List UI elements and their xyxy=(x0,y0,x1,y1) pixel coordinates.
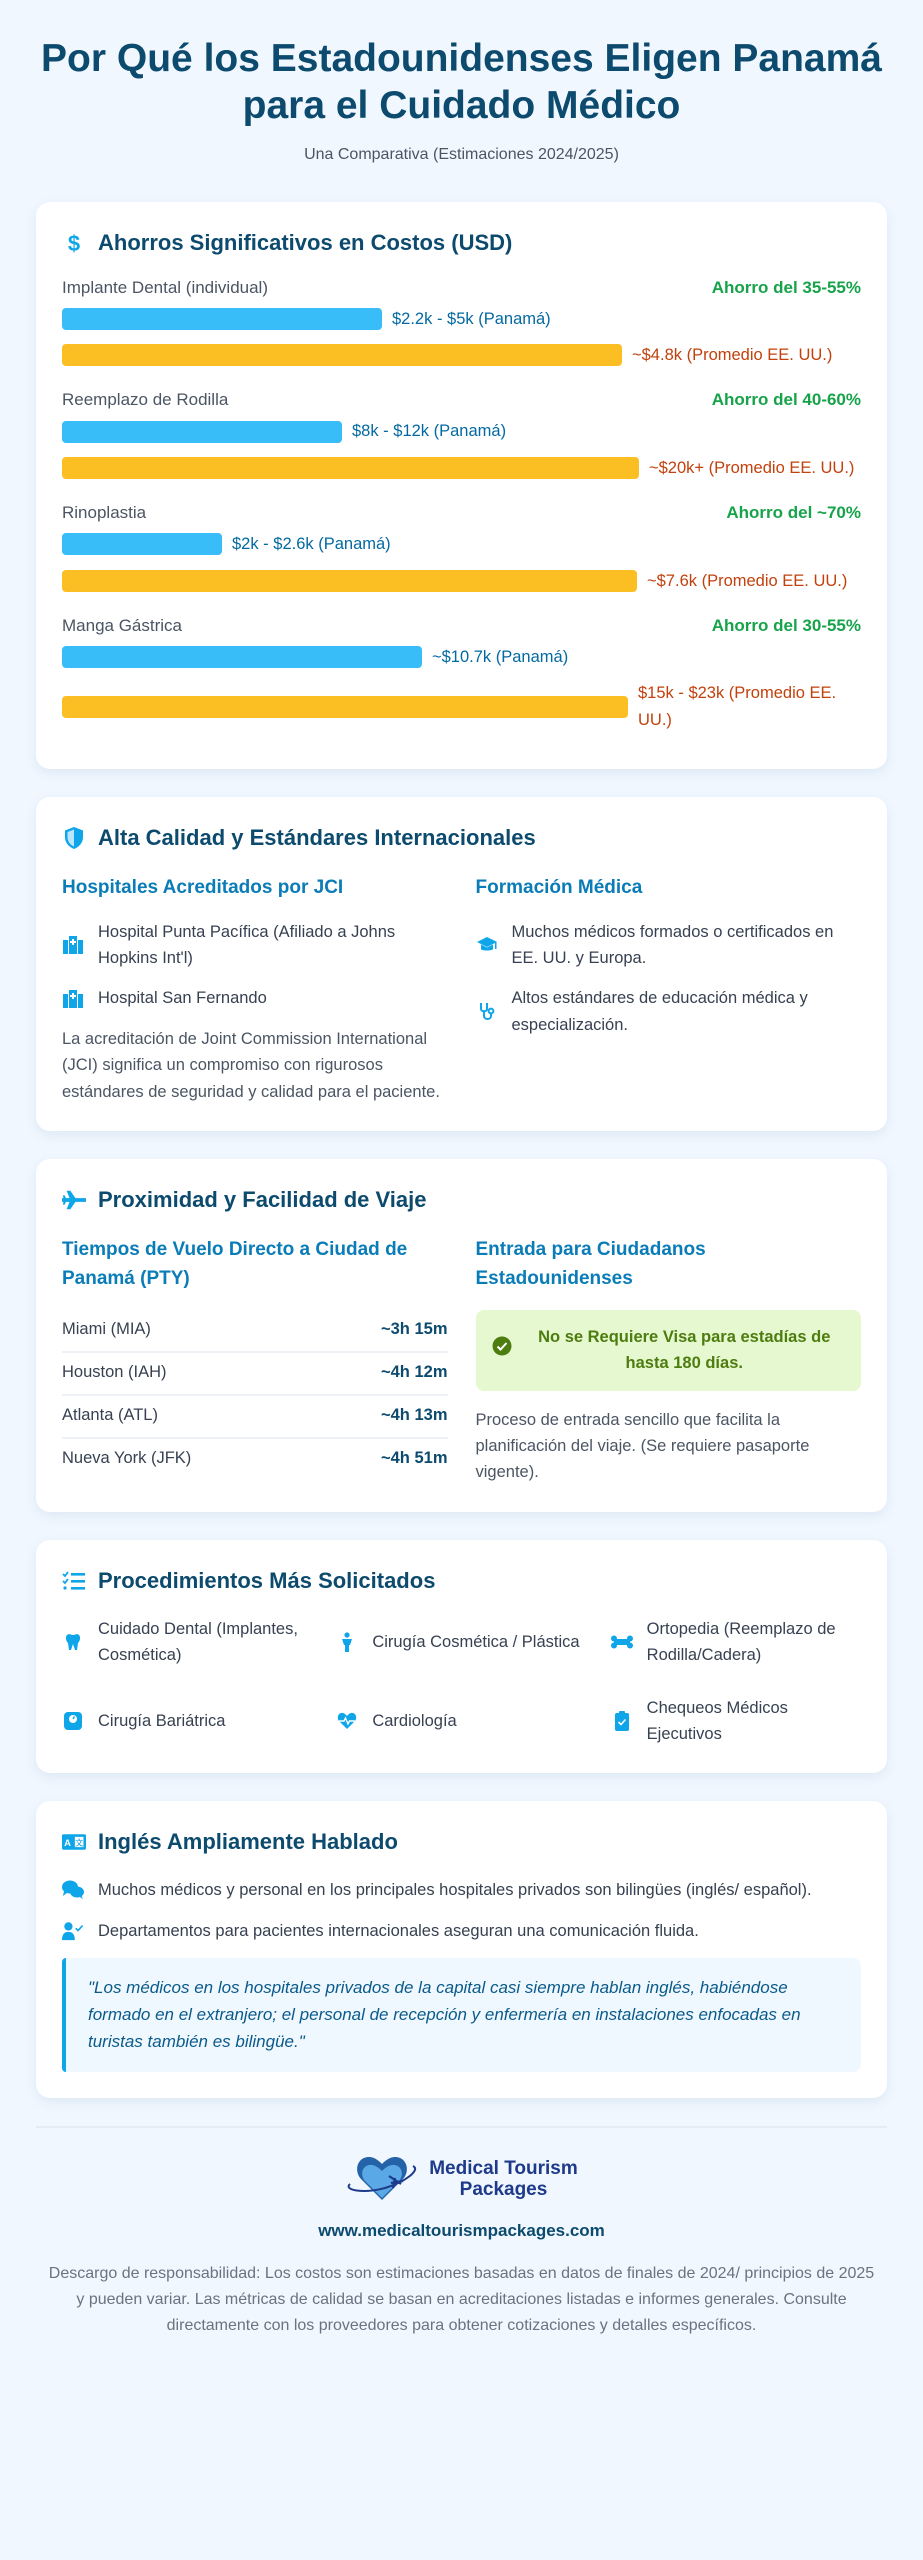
dollar-icon xyxy=(62,231,86,255)
page-footer xyxy=(36,2126,887,2340)
english-item xyxy=(62,1877,861,1903)
english-quote: "Los médicos en los hospitales privados de la capital casi siempre hablan inglés, habiéndose formado en el extranjero; el personal de recepción y enfermería en instalaciones enfocadas en turistas también es bilingüe." xyxy=(62,1958,861,2072)
entry-note: Proceso de entrada sencillo que facilita la planificación del viaje. (Se requiere pasaporte vigente). xyxy=(475,1410,810,1482)
cost-savings-heading xyxy=(62,230,861,256)
panama-cost-label: $2.2k - $5k (Panamá) xyxy=(392,309,551,328)
cost-savings-card xyxy=(36,202,887,770)
training-item xyxy=(476,919,862,972)
flight-row xyxy=(62,1439,448,1480)
procedure-item xyxy=(611,1695,861,1748)
svg-text:文: 文 xyxy=(75,1838,83,1848)
visa-text: No se Requiere Visa para estadías de hasta 180 días. xyxy=(538,1327,831,1373)
cost-item xyxy=(62,390,861,481)
procedure-item xyxy=(611,1616,861,1669)
panama-cost-bar xyxy=(62,533,222,555)
flight-origin: Miami (MIA) xyxy=(62,1319,151,1338)
hospital-label: Hospital Punta Pacífica (Afiliado a Johns Hopkins Int'l) xyxy=(98,922,396,967)
travel-title: Proximidad y Facilidad de Viaje xyxy=(98,1186,427,1212)
procedure-label: Cardiología xyxy=(372,1711,457,1730)
training-label: Muchos médicos formados o certificados en EE. UU. y Europa. xyxy=(511,922,834,967)
website-link[interactable]: www.medicaltourismpackages.com xyxy=(318,2220,605,2240)
hospital-icon xyxy=(62,936,84,954)
cost-item xyxy=(62,503,861,594)
jci-column xyxy=(62,873,448,1105)
heart-plane-logo-icon xyxy=(345,2154,419,2207)
page-header xyxy=(36,36,887,164)
flight-time: ~4h 13m xyxy=(381,1405,448,1424)
hospital-label: Hospital San Fernando xyxy=(98,989,267,1008)
procedure-label: Cirugía Bariátrica xyxy=(98,1711,226,1730)
bone-icon xyxy=(611,1635,633,1649)
english-item-label: Muchos médicos y personal en los principales hospitales privados son bilingües (inglés/ español). xyxy=(98,1881,812,1900)
training-label: Altos estándares de educación médica y especialización. xyxy=(511,989,808,1034)
flights-subtitle: Tiempos de Vuelo Directo a Ciudad de Panamá (PTY) xyxy=(62,1238,408,1290)
us-cost-bar xyxy=(62,344,622,366)
page-subtitle: Una Comparativa (Estimaciones 2024/2025) xyxy=(304,145,619,163)
jci-subtitle: Hospitales Acreditados por JCI xyxy=(62,877,344,899)
check-circle-icon xyxy=(492,1336,512,1364)
stethoscope-icon xyxy=(476,1002,498,1022)
language-icon xyxy=(62,1830,86,1854)
brand-name-line1: Medical Tourism xyxy=(429,2158,578,2180)
quality-title: Alta Calidad y Estándares Internacionales xyxy=(98,825,536,851)
training-item xyxy=(476,985,862,1038)
english-item xyxy=(62,1918,861,1944)
flight-time: ~4h 51m xyxy=(381,1448,448,1467)
entry-column xyxy=(476,1235,862,1486)
quality-heading xyxy=(62,825,861,851)
savings-badge: Ahorro del 35-55% xyxy=(711,277,861,297)
savings-badge: Ahorro del ~70% xyxy=(726,503,861,523)
entry-subtitle: Entrada para Ciudadanos Estadounidenses xyxy=(475,1238,706,1290)
english-card xyxy=(36,1801,887,2097)
procedure-item xyxy=(336,1616,586,1669)
graduation-cap-icon xyxy=(476,936,498,954)
procedure-item xyxy=(62,1616,312,1669)
page-title: Por Qué los Estadounidenses Eligen Panamá para el Cuidado Médico xyxy=(41,37,882,127)
shield-icon xyxy=(62,826,86,850)
procedures-heading xyxy=(62,1568,861,1594)
panama-cost-bar xyxy=(62,308,382,330)
hospital-item xyxy=(62,919,448,972)
flight-time: ~4h 12m xyxy=(381,1362,448,1381)
visa-notice xyxy=(476,1310,862,1391)
procedure-label: Ortopedia (Reemplazo de Rodilla/Cadera) xyxy=(646,1619,836,1665)
cost-item xyxy=(62,616,861,733)
brand-logo xyxy=(345,2154,578,2207)
svg-text:$: $ xyxy=(67,230,81,255)
svg-text:A: A xyxy=(64,1837,71,1849)
jci-note: La acreditación de Joint Commission International (JCI) significa un compromiso con rigurosos estándares de seguridad y calidad para el paciente. xyxy=(62,1029,440,1101)
us-cost-label: ~$4.8k (Promedio EE. UU.) xyxy=(632,345,833,364)
flights-column xyxy=(62,1235,448,1486)
panama-cost-label: $8k - $12k (Panamá) xyxy=(352,422,507,441)
savings-badge: Ahorro del 30-55% xyxy=(711,615,861,635)
procedure-item xyxy=(62,1695,312,1748)
panama-cost-bar xyxy=(62,421,342,443)
flight-row xyxy=(62,1396,448,1439)
procedure-label: Chequeos Médicos Ejecutivos xyxy=(646,1698,788,1743)
us-cost-bar xyxy=(62,457,639,479)
procedures-card xyxy=(36,1540,887,1774)
scale-icon xyxy=(62,1712,84,1730)
procedure-name: Rinoplastia xyxy=(62,503,147,523)
airplane-icon xyxy=(62,1188,86,1212)
english-heading xyxy=(62,1829,861,1855)
heartbeat-icon xyxy=(336,1712,358,1730)
chat-bubbles-icon xyxy=(62,1880,84,1900)
flight-origin: Atlanta (ATL) xyxy=(62,1405,158,1424)
procedure-item xyxy=(336,1695,586,1748)
flight-origin: Nueva York (JFK) xyxy=(62,1448,192,1467)
clipboard-check-icon xyxy=(611,1711,633,1731)
user-check-icon xyxy=(62,1921,84,1941)
cost-savings-title: Ahorros Significativos en Costos (USD) xyxy=(98,229,513,255)
training-subtitle: Formación Médica xyxy=(475,877,643,899)
hospital-icon xyxy=(62,990,84,1008)
procedure-name: Implante Dental (individual) xyxy=(62,277,268,297)
procedure-name: Reemplazo de Rodilla xyxy=(62,390,229,410)
brand-name-line2: Packages xyxy=(459,2179,548,2201)
quality-card xyxy=(36,797,887,1131)
panama-cost-bar xyxy=(62,646,422,668)
english-title: Inglés Ampliamente Hablado xyxy=(98,1829,398,1855)
flight-row xyxy=(62,1310,448,1353)
us-cost-label: $15k - $23k (Promedio EE. UU.) xyxy=(638,684,837,729)
disclaimer: Descargo de responsabilidad: Los costos son estimaciones basadas en datos de finales de 2024/ principios de 2025 y pueden variar. Las métricas de calidad se basan en acreditaciones listadas e informes generales. Consulte directamente con los proveedores para obtener cotizaciones y detalles específicos. xyxy=(48,2264,875,2335)
person-icon xyxy=(336,1632,358,1652)
flight-origin: Houston (IAH) xyxy=(62,1362,167,1381)
procedure-label: Cuidado Dental (Implantes, Cosmética) xyxy=(98,1619,298,1665)
checklist-icon xyxy=(62,1569,86,1593)
flight-row xyxy=(62,1353,448,1396)
procedures-title: Procedimientos Más Solicitados xyxy=(98,1567,436,1593)
us-cost-bar xyxy=(62,696,628,718)
us-cost-label: ~$7.6k (Promedio EE. UU.) xyxy=(647,571,848,590)
brand-name xyxy=(429,2159,578,2201)
us-cost-bar xyxy=(62,570,637,592)
procedure-name: Manga Gástrica xyxy=(62,615,182,635)
savings-badge: Ahorro del 40-60% xyxy=(711,390,861,410)
procedure-label: Cirugía Cosmética / Plástica xyxy=(372,1632,580,1651)
us-cost-label: ~$20k+ (Promedio EE. UU.) xyxy=(649,458,855,477)
hospital-item xyxy=(62,985,448,1011)
panama-cost-label: $2k - $2.6k (Panamá) xyxy=(232,535,391,554)
english-item-label: Departamentos para pacientes internacionales aseguran una comunicación fluida. xyxy=(98,1921,699,1940)
travel-card xyxy=(36,1159,887,1512)
cost-item xyxy=(62,278,861,369)
training-column xyxy=(476,873,862,1105)
travel-heading xyxy=(62,1187,861,1213)
tooth-icon xyxy=(62,1633,84,1651)
flight-time: ~3h 15m xyxy=(381,1319,448,1338)
panama-cost-label: ~$10.7k (Panamá) xyxy=(432,647,569,666)
